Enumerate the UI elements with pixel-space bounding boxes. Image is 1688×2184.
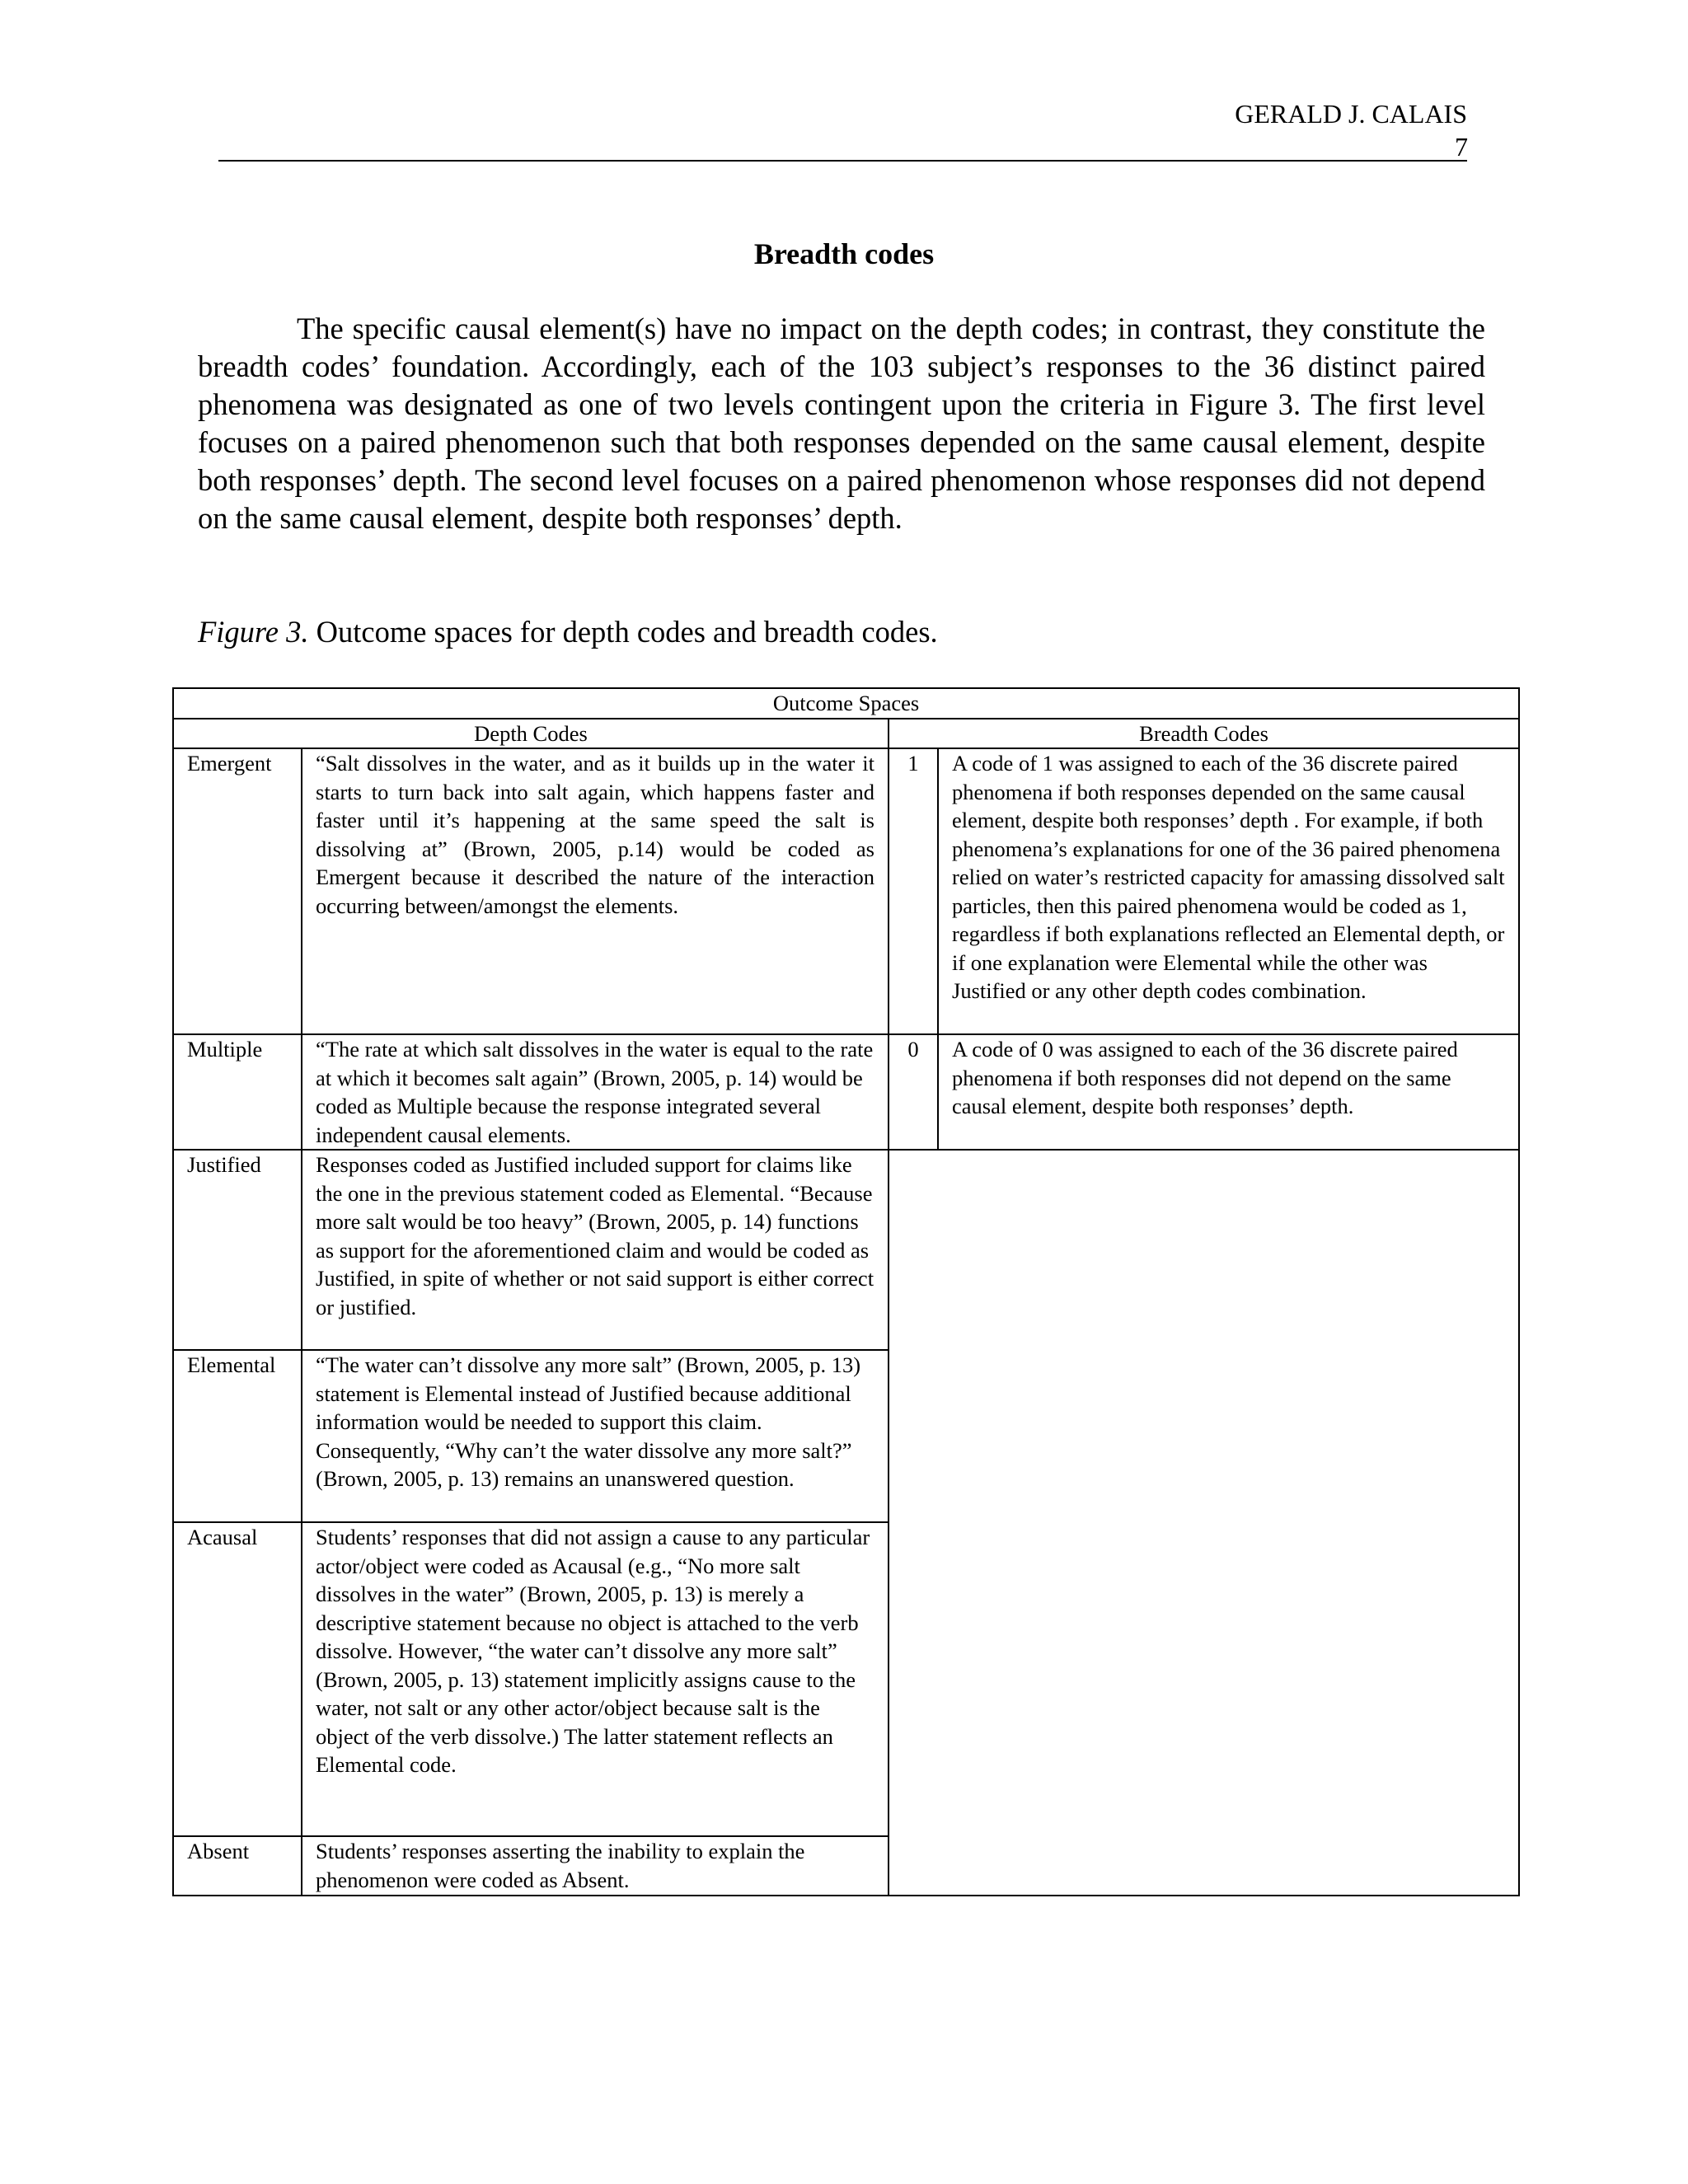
depth-code-label: Justified <box>173 1150 302 1350</box>
depth-code-description: “The rate at which salt dissolves in the water is equal to the rate at which it becomes salt again” (Brown, 2005, p. 14) would be coded as Multiple because the response integrated several independent causal elements. <box>302 1034 889 1150</box>
outcome-spaces-table <box>172 687 1520 1896</box>
figure-caption-text: Outcome spaces for depth codes and breadth codes. <box>308 615 938 649</box>
depth-code-label: Acausal <box>173 1522 302 1836</box>
section-heading: Breadth codes <box>753 237 935 270</box>
header-rule <box>218 160 1467 162</box>
depth-code-label: Emergent <box>173 748 302 1034</box>
table-row <box>173 1034 1519 1150</box>
breadth-code-description: A code of 0 was assigned to each of the 36 discrete paired phenomena if both responses did not depend on the same causal element, despite both responses’ depth. <box>938 1034 1519 1150</box>
depth-code-label: Elemental <box>173 1350 302 1522</box>
breadth-codes-header: Breadth Codes <box>889 719 1519 749</box>
depth-code-description: “The water can’t dissolve any more salt” (Brown, 2005, p. 13) statement is Elemental instead of Justified because additional information would be needed to support this claim. Consequently, “Why can’t the water dissolve any more salt?” (Brown, 2005, p. 13) remains an unanswered question. <box>302 1350 889 1522</box>
depth-codes-header: Depth Codes <box>173 719 889 749</box>
running-head-author: GERALD J. CALAIS <box>1235 99 1467 129</box>
breadth-code-description: A code of 1 was assigned to each of the 36 discrete paired phenomena if both responses depended on the same causal element, despite both responses’ depth . For example, if both phenomena’s explanations for one of the 36 paired phenomena relied on water’s restricted capacity for amassing dissolved salt particles, then this paired phenomena would be coded as 1, regardless if both explanations reflected an Elemental depth, or if one explanation were Elemental while the other was Justified or any other depth codes combination. <box>938 748 1519 1034</box>
depth-code-label: Absent <box>173 1836 302 1896</box>
breadth-empty-area <box>889 1150 1519 1896</box>
body-paragraph: The specific causal element(s) have no impact on the depth codes; in contrast, they constitute the breadth codes’ foundation. Accordingly, each of the 103 subject’s responses to the 36 distinct paired phenomena was designated as one of two levels contingent upon the criteria in Figure 3. The first level focuses on a paired phenomenon such that both responses depended on the same causal element, despite both responses’ depth. The second level focuses on a paired phenomenon whose responses did not depend on the same causal element, despite both responses’ depth. <box>198 312 1485 535</box>
depth-code-description: Students’ responses that did not assign a cause to any particular actor/object were coded as Acausal (e.g., “No more salt dissolves in the water” (Brown, 2005, p. 13) is merely a descriptive statement because no object is attached to the verb dissolve. However, “the water can’t dissolve any more salt” (Brown, 2005, p. 13) statement implicitly assigns cause to the water, not salt or any other actor/object because salt is the object of the verb dissolve.) The latter statement reflects an Elemental code. <box>302 1522 889 1836</box>
breadth-code-value: 0 <box>889 1034 938 1150</box>
depth-code-description: “Salt dissolves in the water, and as it builds up in the water it starts to turn back into salt again, which happens faster and faster until it’s happening at the same speed the salt is dissolving at” (Brown, 2005, p.14) would be coded as Emergent because it described the nature of the interaction occurring between/amongst the elements. <box>302 748 889 1034</box>
depth-code-description: Students’ responses asserting the inability to explain the phenomenon were coded as Absent. <box>302 1836 889 1896</box>
table-row <box>173 748 1519 1034</box>
figure-caption <box>198 613 938 651</box>
page-number: 7 <box>1455 132 1468 162</box>
figure-label: Figure 3. <box>198 615 309 649</box>
breadth-code-value: 1 <box>889 748 938 1034</box>
table-title: Outcome Spaces <box>173 688 1519 719</box>
table-row <box>173 1150 1519 1350</box>
depth-code-label: Multiple <box>173 1034 302 1150</box>
depth-code-description: Responses coded as Justified included support for claims like the one in the previous statement coded as Elemental. “Because more salt would be too heavy” (Brown, 2005, p. 14) functions as support for the aforementioned claim and would be coded as Justified, in spite of whether or not said support is either correct or justified. <box>302 1150 889 1350</box>
